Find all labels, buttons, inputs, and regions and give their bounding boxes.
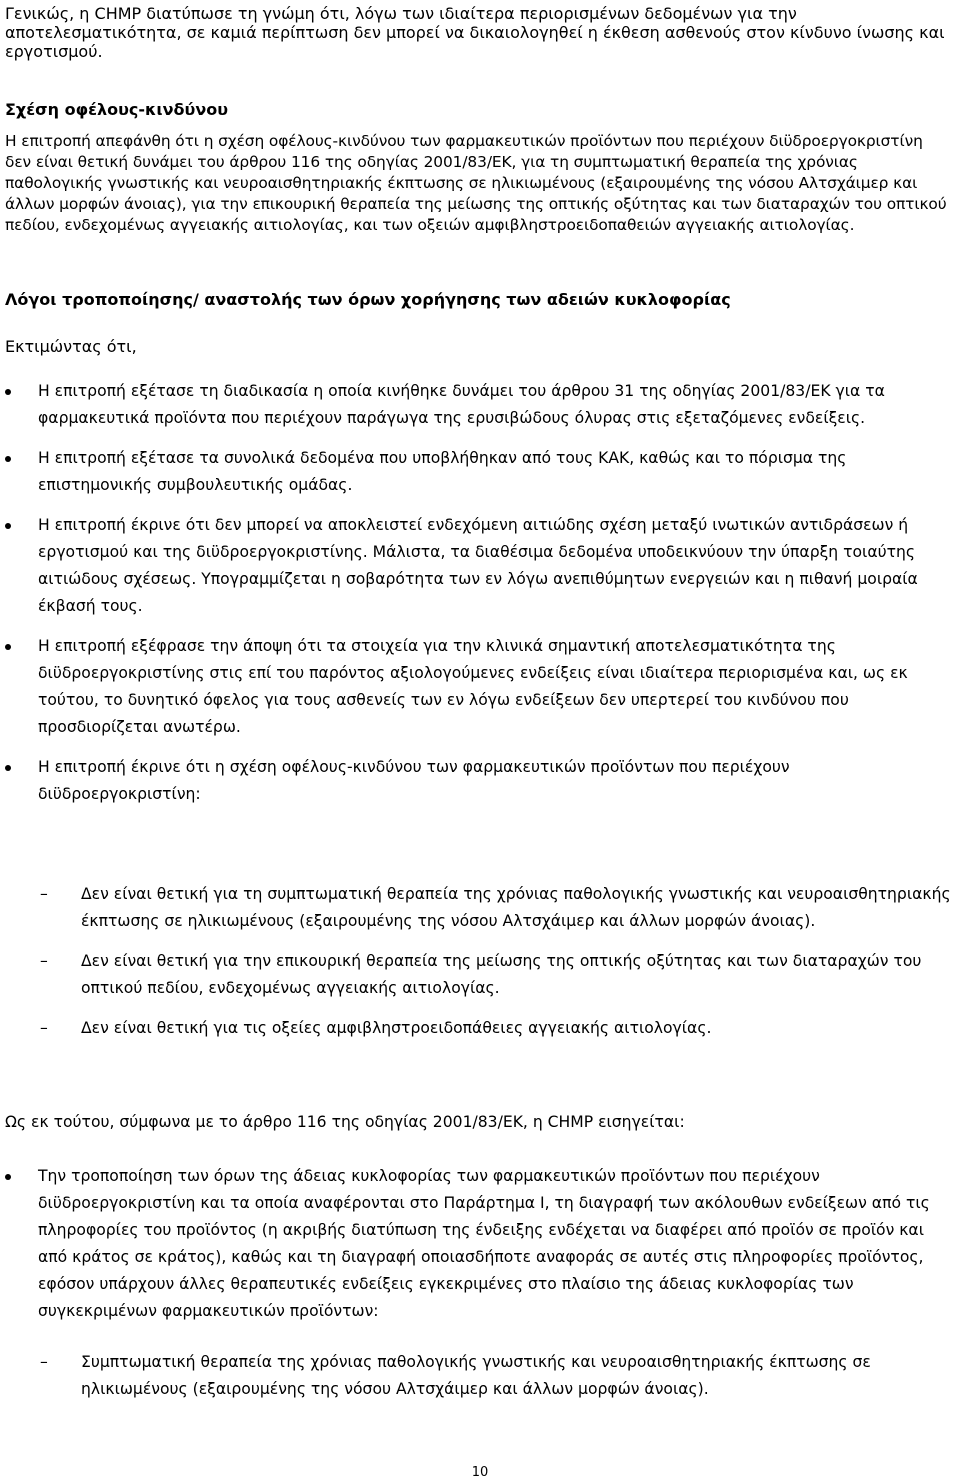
dash-marker: –	[40, 952, 48, 970]
list-item: Η επιτροπή έκρινε ότι η σχέση οφέλους-κινδύνου των φαρμακευτικών προϊόντων που περιέχουν διϋδροεργοκριστίνη:	[5, 754, 955, 808]
grounds-bullet-list	[5, 378, 955, 808]
section-heading-grounds: Λόγοι τροποποίησης/ αναστολής των όρων χορήγησης των αδειών κυκλοφορίας	[5, 290, 731, 309]
bullet-icon	[5, 765, 11, 771]
list-item: Η επιτροπή εξέτασε τη διαδικασία η οποία κινήθηκε δυνάμει του άρθρου 31 της οδηγίας 2001/83/ΕΚ για τα φαρμακευτικά προϊόντα που περιέχουν παράγωγα της ερυσιβώδους όλυρας στις εξεταζόμενες ενδείξεις.	[5, 378, 955, 432]
intro-paragraph: Γενικώς, η CHMP διατύπωσε τη γνώμη ότι, λόγω των ιδιαίτερα περιορισμένων δεδομένων για την αποτελεσματικότητα, σε καμιά περίπτωση δεν μπορεί να δικαιολογηθεί η έκθεση ασθενούς στον κίνδυνο ίνωσης και εργοτισμού.	[5, 4, 945, 61]
list-item: Η επιτροπή έκρινε ότι δεν μπορεί να αποκλειστεί ενδεχόμενη αιτιώδης σχέση μεταξύ ινωτικών αντιδράσεων ή εργοτισμού και της διϋδροεργοκριστίνης. Μάλιστα, τα διαθέσιμα δεδομένα υποδεικνύουν την ύπαρξη τοιαύτης αιτιώδους σχέσεως. Υπογραμμίζεται η σοβαρότητα των εν λόγω ανεπιθύμητων ενεργειών και η πιθανή μοιραία έκβασή τους.	[5, 512, 955, 620]
bullet-icon	[5, 389, 11, 395]
list-item: Η επιτροπή εξέφρασε την άποψη ότι τα στοιχεία για την κλινικά σημαντική αποτελεσματικότητα της διϋδροεργοκριστίνης στις επί του παρόντος αξιολογούμενες ενδείξεις είναι ιδιαίτερα περιορισμένα και, ως εκ τούτου, το δυνητικό όφελος για τους ασθενείς των εν λόγω ενδείξεων δεν υπερτερεί του κινδύνου που προσδιορίζεται ανωτέρω.	[5, 633, 955, 741]
list-item: – Δεν είναι θετική για την επικουρική θεραπεία της μείωσης της οπτικής οξύτητας και των διαταραχών του οπτικού πεδίου, ενδεχομένως αγγειακής αιτιολογίας.	[5, 948, 955, 1002]
bullet-icon	[5, 523, 11, 529]
dash-marker: –	[40, 1019, 48, 1037]
considering-intro: Εκτιμώντας ότι,	[5, 337, 137, 356]
list-item: – Συμπτωματική θεραπεία της χρόνιας παθολογικής γνωστικής και νευροαισθητηριακής έκπτωσης σε ηλικιωμένους (εξαιρουμένης της νόσου Αλτσχάιμερ και άλλων μορφών άνοιας).	[5, 1349, 955, 1403]
benefit-risk-paragraph: Η επιτροπή απεφάνθη ότι η σχέση οφέλους-κινδύνου των φαρμακευτικών προϊόντων που περιέχουν διϋδροεργοκριστίνη δεν είναι θετική δυνάμει του άρθρου 116 της οδηγίας 2001/83/ΕΚ, για τη συμπτωματική θεραπεία της χρόνιας παθολογικής γνωστικής και νευροαισθητηριακής έκπτωσης σε ηλικιωμένους (εξαιρουμένης της νόσου Αλτσχάιμερ και άλλων μορφών άνοιας), για την επικουρική θεραπεία της μείωσης της οπτικής οξύτητας και των διαταραχών του οπτικού πεδίου, ενδεχομένως αγγειακής αιτιολογίας, και των οξειών αμφιβληστροειδοπαθειών αγγειακής αιτιολογίας.	[5, 132, 947, 234]
recommendation-dash-list	[5, 1349, 955, 1403]
list-item: Την τροποποίηση των όρων της άδειας κυκλοφορίας των φαρμακευτικών προϊόντων που περιέχουν διϋδροεργοκριστίνη και τα οποία αναφέρονται στο Παράρτημα Ι, τη διαγραφή των ακόλουθων ενδείξεων από τις πληροφορίες του προϊόντος (η ακριβής διατύπωση της ένδειξης ενδέχεται να διαφέρει από προϊόν σε προϊόν και από κράτος σε κράτος), καθώς και τη διαγραφή οποιασδήποτε αναφοράς σε αυτές στις πληροφορίες προϊόντος, εφόσον υπάρχουν άλλες θεραπευτικές ενδείξεις εγκεκριμένες στο πλαίσιο της άδειας κυκλοφορίας των συγκεκριμένων φαρμακευτικών προϊόντων:	[5, 1163, 955, 1325]
page-number: 10	[471, 1465, 489, 1480]
benefit-risk-dash-list	[5, 881, 955, 1042]
recommendation-bullet-list	[5, 1163, 955, 1325]
dash-marker: –	[40, 1353, 48, 1371]
list-item: – Δεν είναι θετική για τις οξείες αμφιβληστροειδοπάθειες αγγειακής αιτιολογίας.	[5, 1015, 955, 1042]
recommendation-intro: Ως εκ τούτου, σύμφωνα με το άρθρο 116 της οδηγίας 2001/83/ΕΚ, η CHMP εισηγείται:	[5, 1113, 685, 1131]
list-item: Η επιτροπή εξέτασε τα συνολικά δεδομένα που υποβλήθηκαν από τους ΚΑΚ, καθώς και το πόρισμα της επιστημονικής συμβουλευτικής ομάδας.	[5, 445, 955, 499]
dash-marker: –	[40, 885, 48, 903]
bullet-icon	[5, 456, 11, 462]
section-heading-benefit-risk: Σχέση οφέλους-κινδύνου	[5, 100, 229, 119]
bullet-icon	[5, 1174, 11, 1180]
bullet-icon	[5, 644, 11, 650]
list-item: – Δεν είναι θετική για τη συμπτωματική θεραπεία της χρόνιας παθολογικής γνωστικής και νευροαισθητηριακής έκπτωσης σε ηλικιωμένους (εξαιρουμένης της νόσου Αλτσχάιμερ και άλλων μορφών άνοιας).	[5, 881, 955, 935]
